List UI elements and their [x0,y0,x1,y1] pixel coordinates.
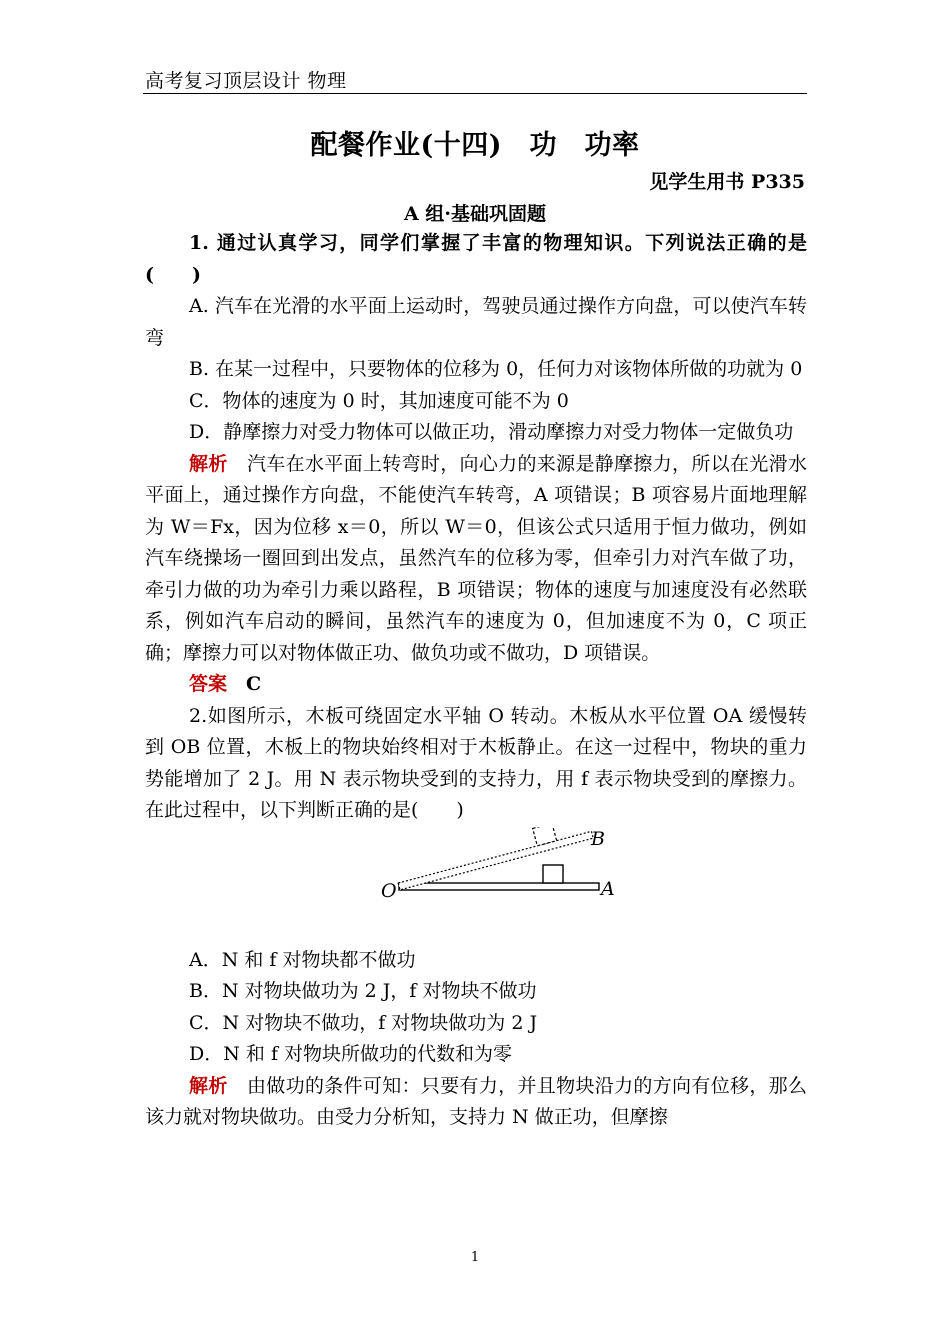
q1-option-c: C．物体的速度为 0 时，其加速度可能不为 0 [189,389,569,412]
q1-answer-value: C [246,673,262,695]
q2-option-d: D．N 和 f 对物块所做功的代数和为零 [189,1043,513,1065]
q2-analysis-text: 由做功的条件可知：只要有力，并且物块沿力的方向有位移，那么该力就对物块做功。由受力分析知，支持力 N 做正功，但摩擦 [145,1074,807,1128]
q1-analysis-text: 汽车在水平面上转弯时，向心力的来源是静摩擦力，所以在光滑水平面上，通过操作方向盘，不能使汽车转弯，A 项错误；B 项容易片面地理解为 W＝Fx，因为位移 x＝0，所以 W＝0，但该公式只适用于恒力做功，例如汽车绕操场一圈回到出发点，虽然汽车的位移为零，但牵引力对汽车做了功，牵引力做的功为牵引力乘以路程，B 项错误；物体的速度与加速度没有必然联系，例如汽车启动的瞬间，虽然汽车的速度为 0，但加速度不为 0，C 项正确；摩擦力可以对物体做正功、做负功或不做功，D 项错误。 [145,452,807,664]
section-heading: A 组·基础巩固题 [404,203,546,225]
page-number: 1 [470,1250,480,1265]
q2-stem: 2.如图所示，木板可绕固定水平轴 O 转动。木板从水平位置 OA 缓慢转到 OB 位置，木板上的物块始终相对于木板静止。在这一过程中，物块的重力势能增加了 2 J。用 N 表示物块受到的支持力，用 f 表示物块受到的摩擦力。在此过程中，以下判断正确的是( ) [145,704,807,821]
q2-option-c: C．N 对物块不做功，f 对物块做功为 2 J [189,1011,538,1034]
board-rotation-figure [145,827,807,945]
board-diagram [375,827,625,917]
q1-analysis [145,449,807,670]
board-oa [399,883,599,890]
q1-option-b: B. 在某一过程中，只要物体的位移为 0，任何力对该物体所做的功就为 0 [189,358,803,380]
board-ob [398,831,593,890]
label-o: O [381,879,397,902]
analysis-label: 解析 [189,452,228,475]
block-solid [543,865,563,883]
q1-option-d: D．静摩擦力对受力物体可以做正功，滑动摩擦力对受力物体一定做负功 [189,421,794,443]
document-body [145,228,807,1134]
q1-stem: 1. 通过认真学习，同学们掌握了丰富的物理知识。下列说法正确的是 ( ) [145,232,807,286]
q2-option-b: B．N 对物块做功为 2 J，f 对物块不做功 [189,980,537,1002]
running-header: 高考复习顶层设计 物理 [145,70,347,92]
q1-option-a: A. 汽车在光滑的水平面上运动时，驾驶员通过操作方向盘，可以使汽车转弯 [145,295,807,349]
label-b: B [591,827,605,850]
answer-label: 答案 [189,673,228,695]
q1-answer [145,669,807,701]
q2-option-a: A．N 和 f 对物块都不做功 [189,948,416,971]
book-reference: 见学生用书 P335 [649,171,805,193]
label-a: A [601,877,615,900]
page-title: 配餐作业(十四) 功 功率 [310,130,640,161]
header-divider [143,93,807,94]
analysis-label: 解析 [189,1074,228,1097]
q2-analysis [145,1071,807,1134]
